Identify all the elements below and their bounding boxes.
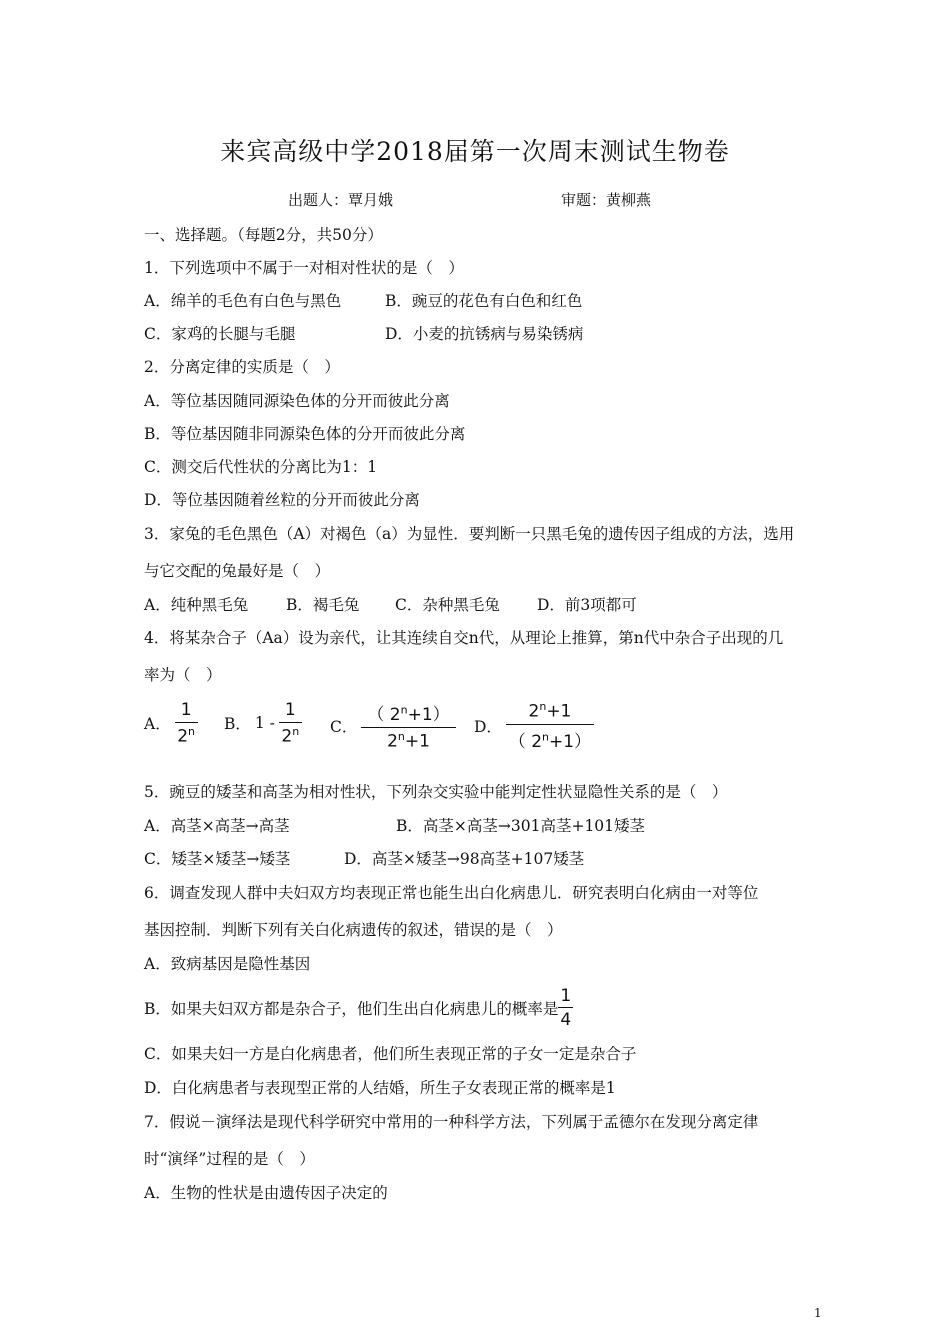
q1-option-c: C．家鸡的长腿与毛腿 [144, 325, 296, 343]
q4-a-den-exp: n [188, 725, 196, 738]
question-2-stem: 2．分离定律的实质是（ ） [144, 358, 340, 376]
q4-d-num-exp: n [539, 700, 547, 713]
q2-option-d: D．等位基因随着丝粒的分开而彼此分离 [144, 491, 420, 509]
q5-option-a: A．高茎×高茎→高茎 [144, 817, 290, 835]
q4-b-den-base: 2 [281, 726, 293, 747]
q2-option-a: A．等位基因随同源染色体的分开而彼此分离 [144, 392, 450, 410]
question-7-stem-line-2: 时“演绎”过程的是（ ） [144, 1150, 315, 1168]
question-3-stem-line-1: 3．家兔的毛色黑色（A）对褐色（a）为显性．要判断一只黑毛兔的遗传因子组成的方法，选用 [144, 525, 795, 543]
q5-option-b: B．高茎×高茎→301高茎+101矮茎 [396, 817, 646, 835]
q4-c-denominator [361, 728, 455, 752]
author-line: 出题人：覃月娥 [288, 191, 394, 209]
q3-option-a: A．纯种黑毛兔 [144, 596, 249, 614]
q4-option-d-fraction [506, 700, 594, 752]
q6-b-numerator: 1 [560, 986, 572, 1006]
q4-c-den-base: 2 [387, 731, 398, 752]
q4-option-d [474, 700, 594, 752]
q4-b-den-exp: n [292, 725, 300, 738]
q6-option-b [144, 986, 573, 1030]
q4-d-numerator [506, 700, 594, 725]
q4-option-a-label: A． [144, 715, 171, 734]
q4-c-num-exp: n [400, 703, 408, 717]
q4-c-numerator [361, 700, 455, 728]
q7-option-a: A．生物的性状是由遗传因子决定的 [144, 1184, 388, 1202]
q4-option-d-label: D． [474, 717, 502, 736]
question-6-stem-line-2: 基因控制．判断下列有关白化病遗传的叙述，错误的是（ ） [144, 921, 563, 939]
question-1-stem: 1．下列选项中不属于一对相对性状的是（ ） [144, 259, 464, 277]
q4-c-den-exp: n [397, 730, 405, 743]
q5-option-c: C．矮茎×矮茎→矮茎 [144, 850, 291, 868]
q4-option-c [330, 700, 456, 752]
section-heading: 一、选择题。（每题2分，共50分） [144, 226, 383, 244]
q4-option-c-fraction [361, 700, 455, 752]
q5-option-d: D．高茎×矮茎→98高茎+107矮茎 [344, 850, 585, 868]
q6-b-denominator: 4 [560, 1010, 572, 1030]
q4-d-num-base: 2 [528, 701, 540, 722]
q4-d-den-exp: n [542, 730, 550, 743]
q4-a-den-base: 2 [177, 726, 189, 747]
q6-option-d: D．白化病患者与表现型正常的人结婚，所生子女表现正常的概率是1 [144, 1079, 616, 1097]
q4-a-numerator: 1 [175, 700, 198, 723]
q4-c-num-base: （ 2 [367, 705, 401, 725]
q6-option-b-fraction [558, 986, 573, 1030]
q6-option-a: A．致病基因是隐性基因 [144, 955, 311, 973]
q2-option-b: B．等位基因随非同源染色体的分开而彼此分离 [144, 425, 466, 443]
question-4-stem-line-1: 4．将某杂合子（Aa）设为亲代，让其连续自交n代，从理论上推算，第n代中杂合子出现的几 [144, 629, 784, 647]
q4-option-a [144, 700, 198, 747]
question-5-stem: 5．豌豆的矮茎和高茎为相对性状，下列杂交实验中能判定性状显隐性关系的是（ ） [144, 783, 728, 801]
question-7-stem-line-1: 7．假说－演绎法是现代科学研究中常用的一种科学方法，下列属于孟德尔在发现分离定律 [144, 1113, 759, 1131]
reviewer-line: 审题：黄柳燕 [561, 191, 652, 209]
q1-option-b: B．豌豆的花色有白色和红色 [385, 292, 583, 310]
q6-option-b-text: B．如果夫妇双方都是杂合子，他们生出白化病患儿的概率是 [144, 1000, 559, 1018]
q4-c-den-tail: +1 [404, 731, 430, 752]
q4-option-b-fraction [279, 700, 302, 747]
q4-option-c-label: C． [330, 717, 358, 736]
q4-b-denominator [279, 723, 302, 747]
q3-option-b: B．褐毛兔 [286, 596, 360, 614]
page-number: 1 [814, 1306, 822, 1320]
q3-option-d: D．前3项都可 [537, 596, 637, 614]
q2-option-c: C．测交后代性状的分离比为1：1 [144, 458, 378, 476]
q4-option-b-label: B． [224, 715, 251, 734]
q4-option-b [224, 700, 302, 747]
q4-c-num-tail: +1） [407, 705, 450, 725]
q4-d-den-base: （ 2 [508, 731, 543, 752]
q4-d-den-tail: +1） [549, 731, 592, 752]
q1-option-d: D．小麦的抗锈病与易染锈病 [385, 325, 584, 343]
page-title: 来宾高级中学2018届第一次周末测试生物卷 [220, 137, 730, 166]
q4-a-denominator [175, 723, 198, 747]
q4-option-b-prefix: 1 - [254, 714, 275, 733]
question-4-stem-line-2: 率为（ ） [144, 666, 222, 684]
question-3-stem-line-2: 与它交配的兔最好是（ ） [144, 562, 331, 580]
question-6-stem-line-1: 6．调查发现人群中夫妇双方均表现正常也能生出白化病患儿．研究表明白化病由一对等位 [144, 884, 759, 902]
q6-option-c: C．如果夫妇一方是白化病患者，他们所生表现正常的子女一定是杂合子 [144, 1045, 637, 1063]
q4-d-denominator [506, 725, 594, 752]
q4-d-num-tail: +1 [546, 701, 572, 722]
q3-option-c: C．杂种黑毛兔 [395, 596, 500, 614]
q4-b-numerator: 1 [279, 700, 302, 723]
q1-option-a: A．绵羊的毛色有白色与黑色 [144, 292, 342, 310]
q4-option-a-fraction [175, 700, 198, 747]
